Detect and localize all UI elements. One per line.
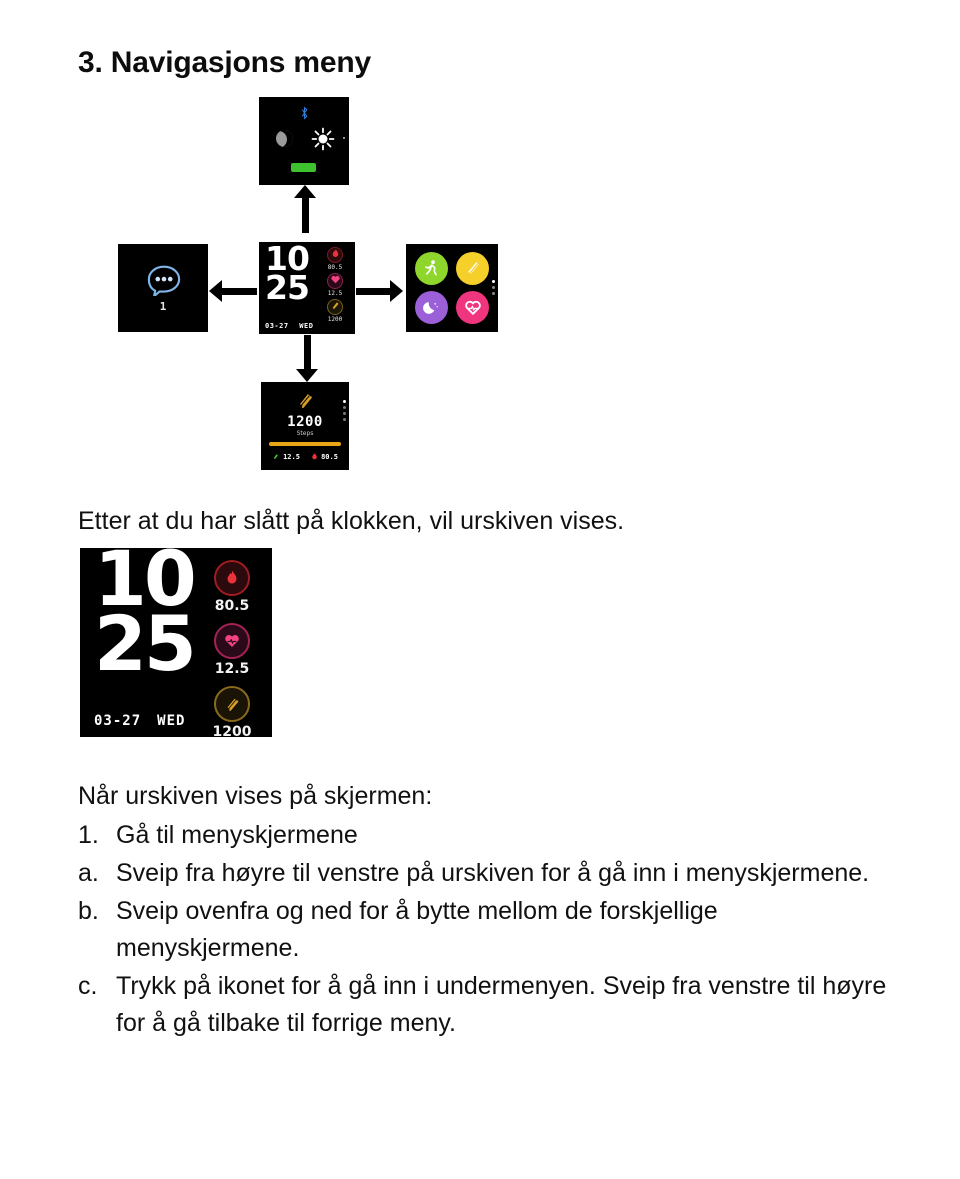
list-item-marker: c. [78, 972, 98, 1000]
watch-metrics-small [320, 247, 350, 325]
metric-calories [202, 560, 262, 614]
list-item [78, 893, 908, 967]
arrow-up [294, 185, 318, 243]
watch-time-large [94, 548, 194, 689]
steps-progress-bar [269, 442, 341, 446]
steps-content [261, 382, 349, 470]
stat-calories-value: 80.5 [321, 452, 338, 461]
metric-steps-value: 1200 [327, 316, 343, 323]
stat-calories [310, 452, 338, 461]
watch-time [265, 242, 309, 308]
stat-distance-value: 12.5 [283, 452, 300, 461]
shoe-icon [214, 686, 250, 722]
page-indicator-dots [343, 400, 346, 424]
steps-stats-row [267, 452, 343, 461]
metric-heart [320, 273, 350, 297]
heart-icon [214, 623, 250, 659]
metric-steps-value: 1200 [212, 724, 252, 737]
distance-icon [272, 452, 281, 461]
shoe-icon [295, 390, 315, 410]
moon-icon [276, 130, 293, 147]
list-item-marker: 1. [78, 821, 99, 849]
list-item-text: Trykk på ikonet for å gå inn i undermenyen. Sveip fra venstre til høyre for å gå tilbake til forrige meny. [116, 972, 887, 1037]
flame-icon [310, 452, 319, 461]
watch-time-hours: 10 [265, 242, 309, 278]
metric-heart-value: 12.5 [214, 661, 250, 677]
app-menu-content [406, 244, 498, 332]
flame-icon [327, 247, 343, 263]
app-item-steps[interactable] [455, 251, 492, 286]
list-item-marker: a. [78, 859, 99, 887]
list-item [78, 817, 908, 854]
message-bubble-icon [146, 264, 182, 296]
watch-date-value: 03-27 [265, 322, 289, 330]
heart-icon [327, 273, 343, 289]
battery-indicator [291, 163, 316, 172]
shoe-steps-icon [456, 252, 489, 285]
heart-rate-icon [456, 291, 489, 324]
page-indicator-dots [492, 280, 495, 298]
list-item [78, 968, 908, 1042]
watch-date-large [94, 713, 185, 729]
watch-time-minutes: 25 [265, 268, 309, 308]
shoe-icon [327, 299, 343, 315]
instructions-intro: Når urskiven vises på skjermen: [78, 782, 433, 810]
watch-time-hours: 10 [94, 548, 194, 623]
notification-count: 1 [159, 300, 167, 313]
arrow-left [209, 280, 258, 304]
bluetooth-icon [300, 106, 309, 120]
metric-calories-value: 80.5 [327, 264, 343, 271]
page-title: 3. Navigasjons meny [78, 46, 371, 79]
arrow-down [296, 335, 320, 383]
watch-face-large [80, 548, 272, 737]
sun-icon [311, 127, 335, 151]
metric-heart-value: 12.5 [327, 290, 343, 297]
metric-heart [202, 623, 262, 677]
list-item-text: Gå til menyskjermene [116, 821, 358, 849]
watch-date [265, 322, 313, 330]
app-item-sleep[interactable] [413, 291, 450, 326]
app-item-heart-rate[interactable] [455, 291, 492, 326]
watch-weekday: WED [299, 322, 314, 330]
metric-calories-value: 80.5 [214, 598, 250, 614]
watch-time-minutes: 25 [94, 599, 194, 689]
watch-metrics-large [202, 560, 262, 737]
arrow-right [356, 280, 405, 304]
list-item-marker: b. [78, 897, 99, 925]
running-person-icon [415, 252, 448, 285]
list-item [78, 855, 908, 892]
notifications-content [118, 244, 208, 332]
sleep-moon-icon [415, 291, 448, 324]
metric-steps [320, 299, 350, 323]
steps-value: 1200 [287, 414, 323, 430]
paragraph-watch-face: Etter at du har slått på klokken, vil urskiven vises. [78, 507, 625, 535]
app-item-sport[interactable] [413, 251, 450, 286]
notifications-screen [118, 244, 208, 332]
quick-settings-screen [259, 97, 349, 185]
metric-calories [320, 247, 350, 271]
watch-weekday: WED [157, 713, 186, 729]
watch-face-content [259, 242, 355, 334]
navigation-menu-diagram [0, 92, 560, 487]
metric-steps [202, 686, 262, 737]
list-item-text: Sveip fra høyre til venstre på urskiven for å gå inn i menyskjermene. [116, 859, 870, 887]
app-menu-screen [406, 244, 498, 332]
steps-label: Steps [296, 430, 314, 437]
watch-date-value: 03-27 [94, 713, 142, 729]
page-dot [343, 137, 345, 139]
steps-screen [261, 382, 349, 470]
stat-distance [272, 452, 300, 461]
watch-face-screen-small [259, 242, 355, 334]
list-item-text: Sveip ovenfra og ned for å bytte mellom de forskjellige menyskjermene. [116, 897, 718, 962]
instructions-list [78, 778, 908, 1043]
quick-settings-content [259, 97, 349, 185]
flame-icon [214, 560, 250, 596]
